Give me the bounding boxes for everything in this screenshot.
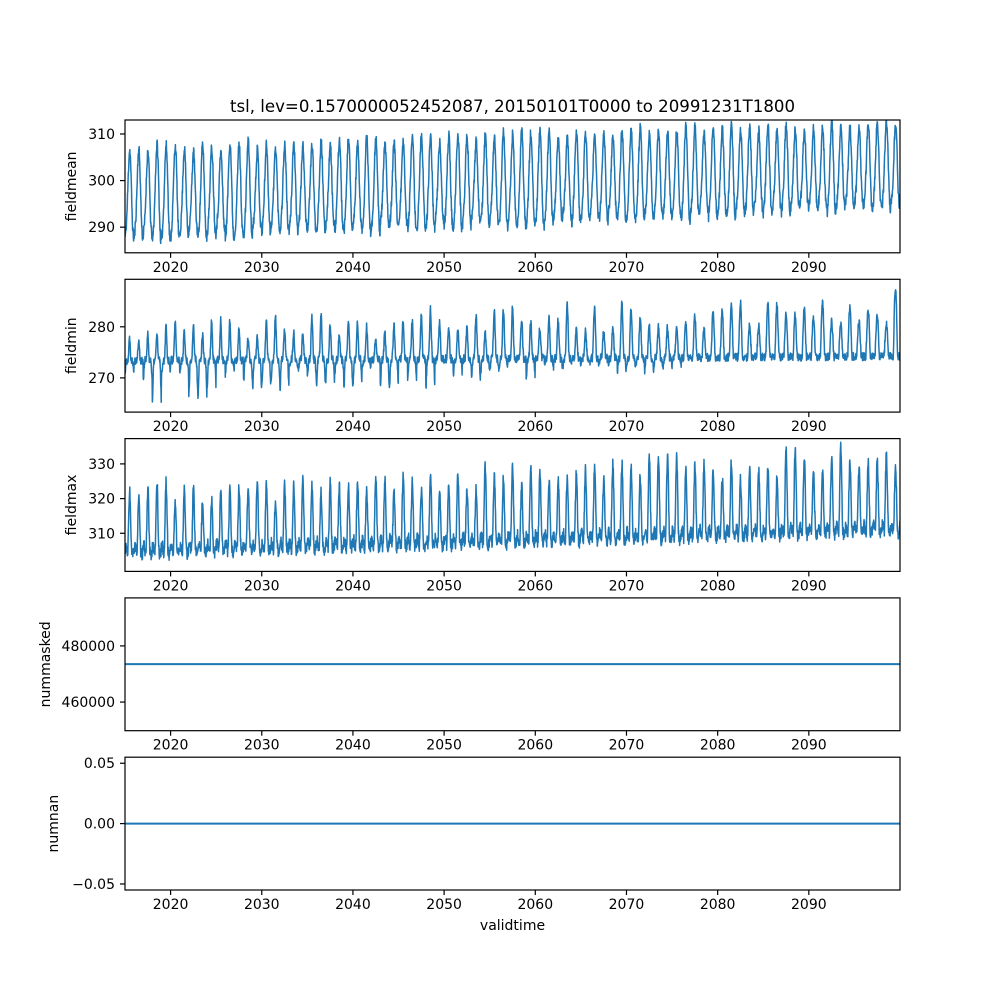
y-tick-label: 290	[88, 220, 115, 237]
x-tick-label: 2090	[791, 578, 827, 595]
x-tick-label: 2030	[243, 259, 280, 276]
subplot-fieldmax	[64, 439, 900, 595]
y-tick-label: 0.05	[83, 756, 115, 773]
x-tick-label: 2080	[699, 737, 736, 754]
x-tick-label: 2080	[699, 578, 736, 595]
x-tick-label: 2090	[791, 897, 827, 913]
x-tick-label: 2070	[608, 897, 645, 913]
x-tick-label: 2020	[152, 737, 189, 754]
x-tick-label: 2070	[608, 419, 645, 436]
x-tick-label: 2030	[243, 737, 280, 754]
fieldmax-line	[125, 442, 900, 560]
x-tick-label: 2090	[791, 419, 827, 436]
x-tick-label: 2060	[517, 419, 554, 436]
y-axis-label-numnan: numnan	[46, 794, 62, 853]
y-tick-label: 330	[88, 456, 115, 473]
x-tick-label: 2070	[608, 578, 645, 595]
y-tick-label: 480000	[61, 638, 115, 655]
x-tick-label: 2050	[426, 897, 462, 913]
fieldmean-line	[125, 118, 900, 244]
subplot-nummasked	[38, 598, 900, 754]
x-tick-label: 2040	[335, 578, 371, 595]
x-tick-label: 2080	[699, 897, 736, 913]
x-tick-label: 2090	[791, 737, 827, 754]
y-tick-label: 310	[88, 126, 115, 143]
subplot-fieldmin	[64, 279, 900, 435]
x-tick-label: 2060	[517, 897, 554, 913]
subplots-group	[38, 118, 900, 913]
fieldmin-line	[125, 290, 900, 402]
x-tick-label: 2090	[791, 259, 827, 276]
x-tick-label: 2020	[152, 897, 189, 913]
x-tick-label: 2040	[335, 737, 371, 754]
x-tick-label: 2080	[699, 419, 736, 436]
x-tick-label: 2030	[243, 897, 280, 913]
x-tick-label: 2080	[699, 259, 736, 276]
x-tick-label: 2040	[335, 259, 371, 276]
figure-title: tsl, lev=0.1570000052452087, 20150101T0000 to 20991231T1800	[229, 97, 796, 116]
y-tick-label: 300	[88, 173, 115, 190]
x-tick-label: 2040	[335, 419, 371, 436]
subplot-fieldmean	[64, 118, 900, 276]
x-tick-label: 2060	[517, 259, 554, 276]
x-tick-label: 2050	[426, 578, 462, 595]
x-tick-label: 2020	[152, 259, 189, 276]
x-tick-label: 2070	[608, 737, 645, 754]
y-tick-label: 280	[88, 319, 115, 336]
y-tick-label: 270	[88, 370, 115, 387]
y-tick-label: 460000	[61, 695, 115, 712]
x-tick-label: 2050	[426, 419, 462, 436]
y-tick-label: 310	[88, 526, 115, 543]
y-axis-label-fieldmin: fieldmin	[64, 317, 80, 375]
x-tick-label: 2020	[152, 578, 189, 595]
x-tick-label: 2040	[335, 897, 371, 913]
y-axis-label-fieldmax: fieldmax	[64, 474, 80, 536]
subplot-numnan	[46, 756, 900, 913]
x-tick-label: 2070	[608, 259, 645, 276]
x-tick-label: 2050	[426, 737, 462, 754]
x-tick-label: 2020	[152, 419, 189, 436]
y-axis-label-fieldmean: fieldmean	[64, 151, 80, 222]
x-tick-label: 2030	[243, 578, 280, 595]
x-tick-label: 2060	[517, 578, 554, 595]
x-tick-label: 2050	[426, 259, 462, 276]
y-tick-label: 0.00	[83, 816, 115, 833]
x-tick-label: 2030	[243, 419, 280, 436]
y-axis-label-nummasked: nummasked	[38, 621, 54, 708]
x-axis-label: validtime	[479, 918, 546, 934]
y-tick-label: −0.05	[72, 876, 115, 893]
y-tick-label: 320	[88, 491, 115, 508]
x-tick-label: 2060	[517, 737, 554, 754]
